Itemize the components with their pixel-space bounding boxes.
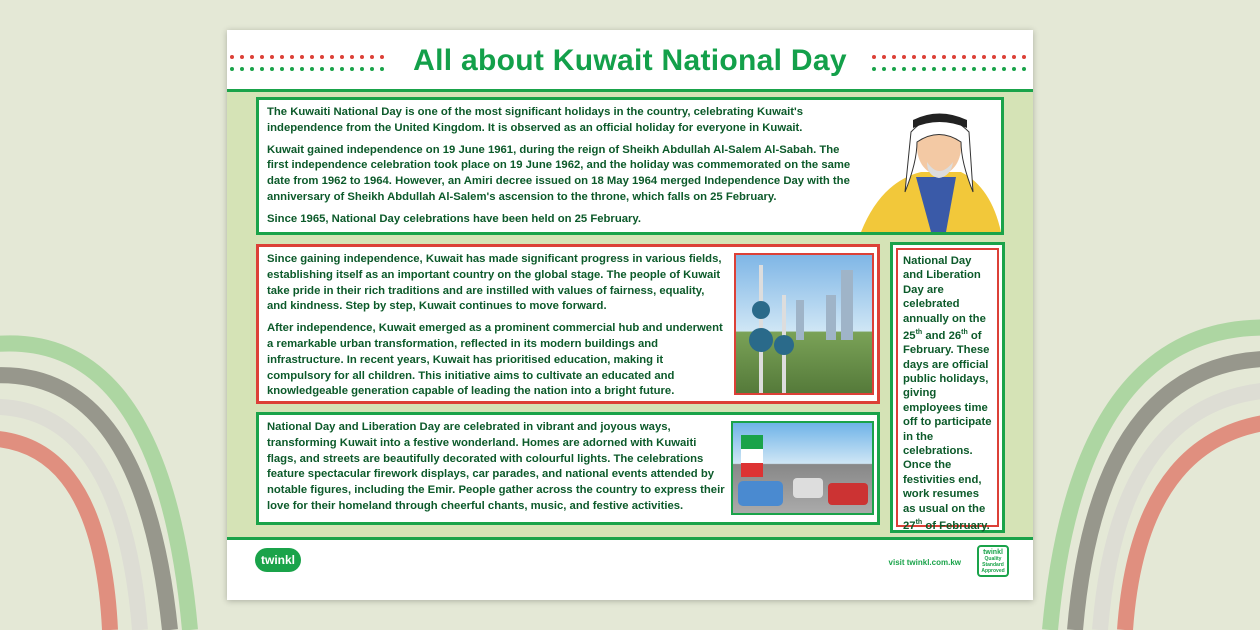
- dot: [942, 67, 946, 71]
- dot: [882, 55, 886, 59]
- sidebar-text: and: [922, 329, 949, 342]
- intro-box: [256, 97, 1004, 235]
- dot: [992, 55, 996, 59]
- dot: [982, 55, 986, 59]
- dot: [892, 55, 896, 59]
- date: 25: [903, 329, 916, 342]
- visit-link[interactable]: visit twinkl.com.kw: [888, 558, 961, 567]
- dot: [872, 55, 876, 59]
- dot: [982, 67, 986, 71]
- dot: [912, 67, 916, 71]
- sidebar-text: National Day and Liberation Day are celebrated annually on the: [903, 255, 986, 325]
- dot: [962, 67, 966, 71]
- decorative-dots: [872, 55, 1030, 77]
- footer: [227, 537, 1033, 600]
- progress-paragraph: After independence, Kuwait emerged as a prominent commercial hub and underwent a remarkable urban transformation, reflected in its modern buildings and infrastructure. In recent years, Kuwait has prioritised education, making it compulsory for all children. This initiative aims to cultivate an educated and knowledgeable generation capable of leading the nation into a bright future.: [267, 322, 723, 398]
- dot: [902, 67, 906, 71]
- header: [227, 30, 1033, 92]
- dot: [872, 67, 876, 71]
- ordinal: th: [915, 519, 923, 527]
- sidebar-box: [890, 242, 1005, 533]
- celebrations-box: [256, 412, 880, 525]
- dot: [932, 55, 936, 59]
- dot: [922, 67, 926, 71]
- quality-badge: twinkl Quality Standard Approved: [977, 545, 1009, 577]
- dot: [962, 55, 966, 59]
- ordinal: th: [915, 329, 923, 337]
- dot: [992, 67, 996, 71]
- progress-paragraph: Since gaining independence, Kuwait has made significant progress in various fields, establishing itself as an important country on the global stage. The people of Kuwait take pride in their rich traditions and are instilled with values of fairness, equality, and kindness. Step by step, Kuwait continues to move forward.: [267, 253, 722, 313]
- intro-paragraph: Since 1965, National Day celebrations have been held on 25 February.: [267, 212, 641, 225]
- sidebar-inner: [896, 248, 999, 532]
- dot: [1022, 55, 1026, 59]
- dot: [972, 67, 976, 71]
- twinkl-logo[interactable]: twinkl: [255, 548, 301, 572]
- progress-box: [256, 244, 880, 404]
- content-area: [227, 92, 1033, 537]
- poster: [227, 30, 1033, 600]
- sidebar-text: of February. These days are official public holidays, giving employees time off to participate in the celebrations. Once the festivities end, work resumes as usual on the: [903, 329, 992, 515]
- celebrations-paragraph: National Day and Liberation Day are celebrated in vibrant and joyous ways, transforming Kuwait into a festive wonderland. Homes are adorned with Kuwaiti flags, and streets are beautifully decorated with colourful lights. The celebrations feature spectacular firework displays, car parades, and national events attended by notable figures, including the Emir. People gather across the country to express their love for their homeland through cheerful chants, music, and festive activities.: [267, 421, 725, 512]
- dot: [972, 55, 976, 59]
- intro-paragraph: The Kuwaiti National Day is one of the most significant holidays in the country, celebrating Kuwait's independence from the United Kingdom. It is observed as an official holiday for everyone in Kuwait.: [267, 106, 804, 134]
- dot: [1022, 67, 1026, 71]
- dot: [922, 55, 926, 59]
- date: 26: [948, 329, 962, 342]
- dot: [1002, 67, 1006, 71]
- dot: [1012, 55, 1016, 59]
- dot: [912, 55, 916, 59]
- sidebar-text: of February.: [922, 519, 990, 532]
- dot: [932, 67, 936, 71]
- ordinal: th: [961, 329, 968, 337]
- dot: [1012, 67, 1016, 71]
- date: 27: [903, 519, 916, 532]
- dot: [952, 67, 956, 71]
- dot: [952, 55, 956, 59]
- dot: [892, 67, 896, 71]
- page-title: All about Kuwait National Day: [413, 44, 847, 77]
- intro-paragraph: Kuwait gained independence on 19 June 1961, during the reign of Sheikh Abdullah Al-Salem Al-Sabah. The first independence celebration took place on 19 June 1962, and the holiday was commemorated on the same date from 1962 to 1964. However, an Amiri decree issued on 18 May 1964 merged Independence Day with the anniversary of Sheikh Abdullah Al-Salem's ascension to the throne, which falls on 25 February.: [267, 143, 851, 203]
- dot: [882, 67, 886, 71]
- dot: [902, 55, 906, 59]
- kuwait-towers-image: [734, 253, 874, 395]
- dot: [1002, 55, 1006, 59]
- sheikh-portrait: [861, 102, 1001, 232]
- dot: [942, 55, 946, 59]
- car-parade-image: [731, 421, 874, 515]
